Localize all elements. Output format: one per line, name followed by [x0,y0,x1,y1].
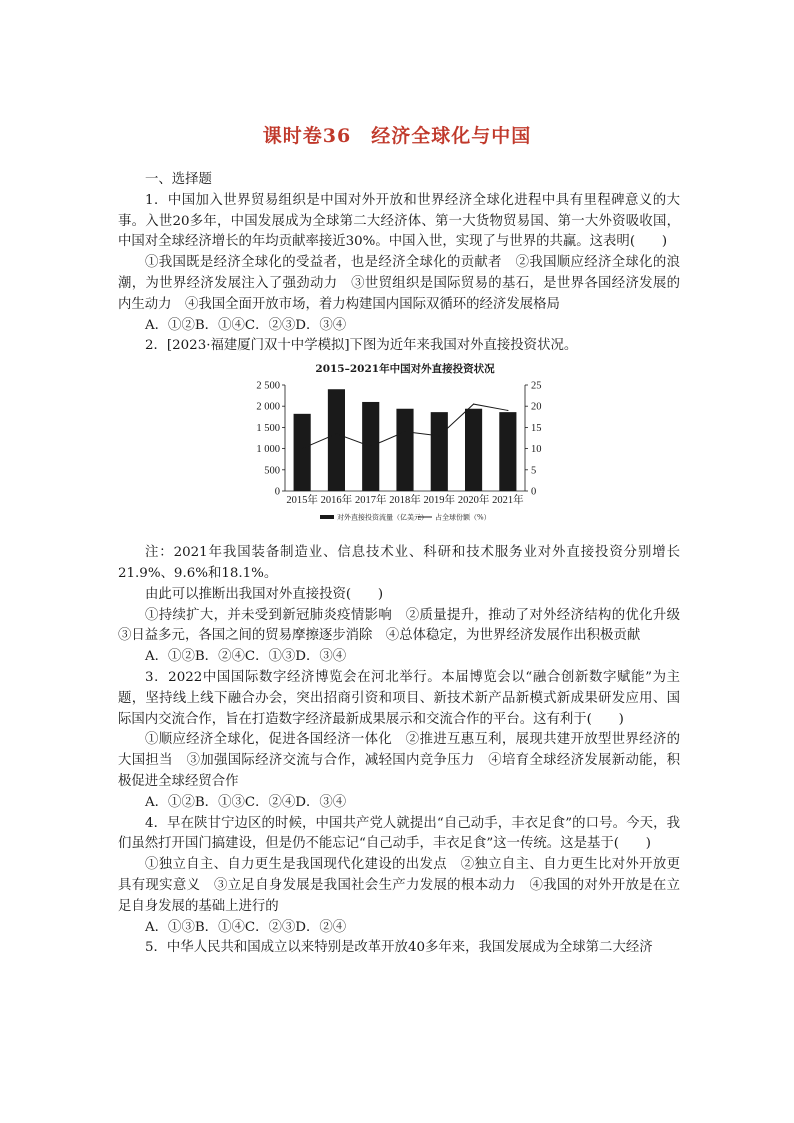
q2-stem: 2．[2023·福建厦门双十中学模拟]下图为近年来我国对外直接投资状况。 [145,338,578,354]
right-tick-label: 15 [531,423,542,435]
legend-line-label: 占全球份额（%） [435,513,491,522]
q2-options: A．①②B．②④C．①③D．③④ [145,649,347,665]
bar-2018年 [396,409,413,491]
bar-2021年 [499,412,516,491]
q3-options: A．①②B．①③C．②④D．③④ [145,794,347,810]
q4-stem: 4．早在陕甘宁边区的时候，中国共产党人就提出“自己动手，丰衣足食”的口号。今天，我们虽然打开国门搞建设，但是仍不能忘记“自己动手，丰衣足食”这一传统。这是基于( ) [118,815,680,852]
q4-options: A．①③B．①④C．②③D．②④ [145,919,347,935]
q1-options: A．①②B．①④C．②③D．③④ [145,317,347,333]
right-tick-label: 20 [531,401,542,413]
q4-items: ①独立自主、自力更生是我国现代化建设的出发点 ②独立自主、自力更生比对外开放更具有现实意义 ③立足自身发展是我国社会生产力发展的根本动力 ④我国的对外开放是在立足自身发展的基础上进行的 [118,857,680,914]
page-title: 课时卷36 经济全球化与中国 [262,125,532,147]
category-label: 2016年 [320,495,353,507]
chart-title: 2015–2021年中国对外直接投资状况 [315,363,495,376]
share-point-2016年 [336,433,337,434]
left-tick-label: 2 500 [256,380,280,392]
q3-stem: 3．2022中国国际数字经济博览会在河北举行。本届博览会以“融合创新数字赋能”为主题，坚持线上线下融合办会，突出招商引资和项目、新技术新产品新模式新成果研发应用、国际国内交流合作，旨在打造数字经济最新成果展示和交流合作的平台。这有利于( ) [118,669,680,727]
share-point-2021年 [507,410,508,411]
category-label: 2021年 [492,495,524,507]
share-point-2017年 [370,446,371,447]
bar-2019年 [431,412,448,491]
left-tick-label: 500 [264,465,280,477]
q5-stem: 5．中华人民共和国成立以来特别是改革开放40多年来，我国发展成为全球第二大经济 [145,940,653,956]
question-content [118,170,694,959]
category-label: 2015年 [286,495,318,507]
bar-2016年 [328,389,345,491]
category-label: 2017年 [354,495,387,507]
legend-bar-label: 对外直接投资流量（亿美元） [337,513,428,522]
left-tick-label: 1 500 [256,423,280,435]
q2-note: 注：2021年我国装备制造业、信息技术业、科研和技术服务业对外直接投资分别增长21.9%、9.6%和18.1%。 [118,545,680,581]
q3-items: ①顺应经济全球化，促进各国经济一体化 ②推进互惠互利，展现共建开放型世界经济的大国担当 ③加强国际经济交流与合作，减轻国内竞争压力 ④培育全球经济发展新动能，积极促进全球经贸合作 [118,732,680,789]
category-label: 2019年 [423,495,456,507]
q1-stem: 1．中国加入世界贸易组织是中国对外开放和世界经济全球化进程中具有里程碑意义的大事。入世20多年，中国发展成为全球第二大经济体、第一大货物贸易国、第一大外资吸收国，中国对全球经济增长的年均贡献率接近30%。中国入世，实现了与世界的共赢。这表明( ) [118,192,680,250]
investment-chart [250,363,550,533]
bar-2020年 [465,409,482,491]
right-tick-label: 25 [531,380,542,392]
legend-bar-swatch [320,515,334,519]
q2-ask: 由此可以推断出我国对外直接投资( ) [145,586,384,602]
chart-container [118,363,680,533]
q2-items: ①持续扩大，并未受到新冠肺炎疫情影响 ②质量提升，推动了对外经济结构的优化升级 ③日益多元，各国之间的贸易摩擦逐步消除 ④总体稳定，为世界经济发展作出积极贡献 [118,607,694,644]
category-label: 2018年 [389,495,421,507]
right-tick-label: 0 [531,486,537,498]
bar-2015年 [294,414,311,491]
category-label: 2020年 [457,495,490,507]
right-tick-label: 10 [531,444,542,456]
left-tick-label: 2 000 [256,401,280,413]
left-tick-label: 1 000 [256,444,280,456]
left-tick-label: 0 [274,486,280,498]
share-point-2018年 [404,431,405,432]
share-point-2020年 [473,404,474,405]
right-tick-label: 5 [531,465,537,477]
q1-items: ①我国既是经济全球化的受益者，也是经济全球化的贡献者 ②我国顺应经济全球化的浪潮，为世界经济发展注入了强劲动力 ③世贸组织是国际贸易的基石，是世界各国经济发展的内生动力 ④我国全面开放市场，着力构建国内国际双循环的经济发展格局 [118,255,680,312]
share-point-2015年 [302,448,303,449]
section-heading: 一、选择题 [145,172,212,187]
share-point-2019年 [439,435,440,436]
